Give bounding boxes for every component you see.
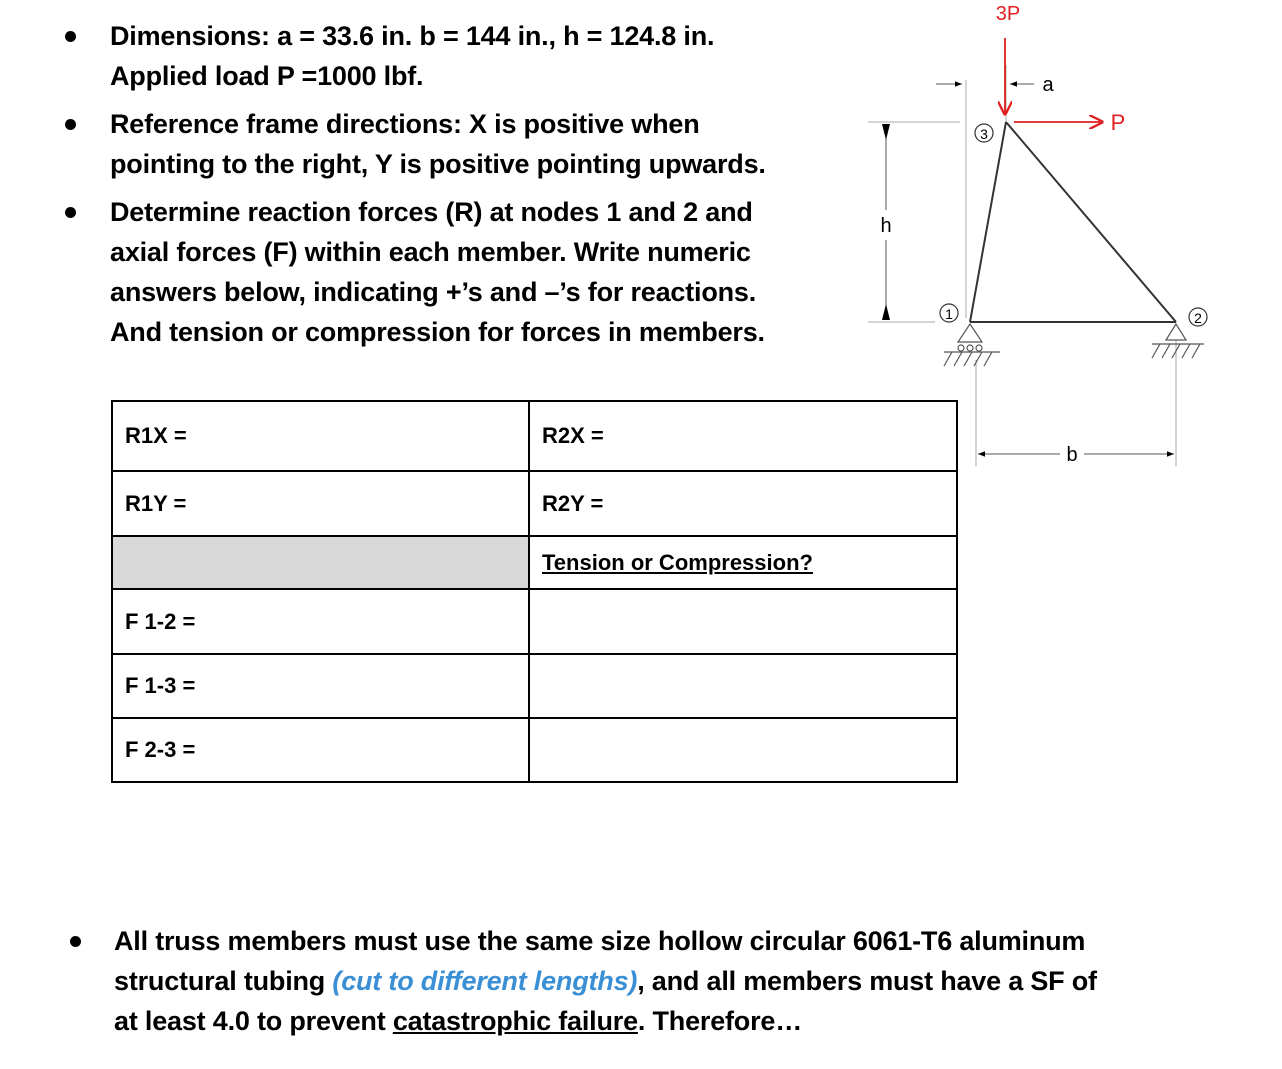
f23-cell[interactable]	[112, 718, 529, 782]
bullet-2	[65, 119, 76, 130]
footer-line-3-start: at least 4.0 to prevent	[114, 1006, 393, 1036]
footer-line-3-end: . Therefore…	[637, 1006, 803, 1036]
determine-line-4: And tension or compression for forces in members.	[110, 317, 765, 347]
r1y-label: R1Y =	[125, 490, 187, 516]
catastrophic-failure-text: catastrophic failure	[392, 1006, 638, 1036]
footer-line-3	[114, 1001, 802, 1041]
answer-table	[111, 400, 958, 783]
member-2-3	[1006, 122, 1176, 322]
f12-cell[interactable]	[112, 589, 529, 654]
bullet-1	[65, 31, 76, 42]
r1y-cell[interactable]	[112, 471, 529, 536]
tc-header-cell	[529, 536, 957, 589]
determine-line-2: axial forces (F) within each member. Write numeric	[110, 237, 751, 267]
r2y-label: R2Y =	[542, 490, 604, 516]
determine-line-3: answers below, indicating +’s and –’s for reactions.	[110, 277, 757, 307]
node-3-label: 3	[980, 126, 988, 142]
r2x-label: R2X =	[542, 423, 604, 448]
dimensions-line: Dimensions: a = 33.6 in. b = 144 in., h = 124.8 in.	[110, 21, 715, 51]
r2y-cell[interactable]	[529, 471, 957, 536]
dim-h-label: h	[880, 215, 892, 237]
f13-label: F 1-3 =	[125, 673, 196, 698]
dim-a-label: a	[1042, 74, 1054, 96]
blank-gray-cell	[112, 536, 529, 589]
r1x-cell[interactable]	[112, 401, 529, 471]
load-3p-label: 3P	[995, 3, 1021, 25]
f12-label: F 1-2 =	[125, 608, 196, 634]
footer-line-1: All truss members must use the same size hollow circular 6061-T6 aluminum	[114, 926, 1086, 956]
f23-label: F 2-3 =	[125, 737, 196, 762]
truss-diagram	[860, 0, 1282, 480]
dim-b-label: b	[1066, 444, 1078, 466]
cut-to-lengths-note: (cut to different lengths)	[332, 966, 638, 996]
f13-cell[interactable]	[112, 654, 529, 718]
f23-tc-cell[interactable]	[529, 718, 957, 782]
bullet-3	[65, 207, 76, 218]
footer-line-2-end: , and all members must have a SF of	[637, 966, 1097, 996]
footer-line-2	[114, 961, 1097, 1001]
f12-tc-cell[interactable]	[529, 589, 957, 654]
r1x-label: R1X =	[125, 423, 187, 448]
member-1-3	[970, 122, 1006, 322]
node-1-label: 1	[945, 306, 953, 322]
f13-tc-cell[interactable]	[529, 654, 957, 718]
pin-support-1	[944, 324, 1000, 366]
node-2-label: 2	[1194, 310, 1202, 326]
roller-support-2	[1152, 324, 1204, 358]
footer-line-2-start: structural tubing	[114, 966, 333, 996]
load-p-label: P	[1110, 110, 1126, 135]
applied-load-line: Applied load P =1000 lbf.	[110, 61, 424, 91]
tension-compression-header: Tension or Compression?	[542, 549, 813, 575]
bullet-4	[70, 936, 81, 947]
reference-frame-line-2: pointing to the right, Y is positive pointing upwards.	[110, 149, 766, 179]
reference-frame-line-1: Reference frame directions: X is positive when	[110, 109, 700, 139]
determine-line-1: Determine reaction forces (R) at nodes 1 and 2 and	[110, 197, 753, 227]
